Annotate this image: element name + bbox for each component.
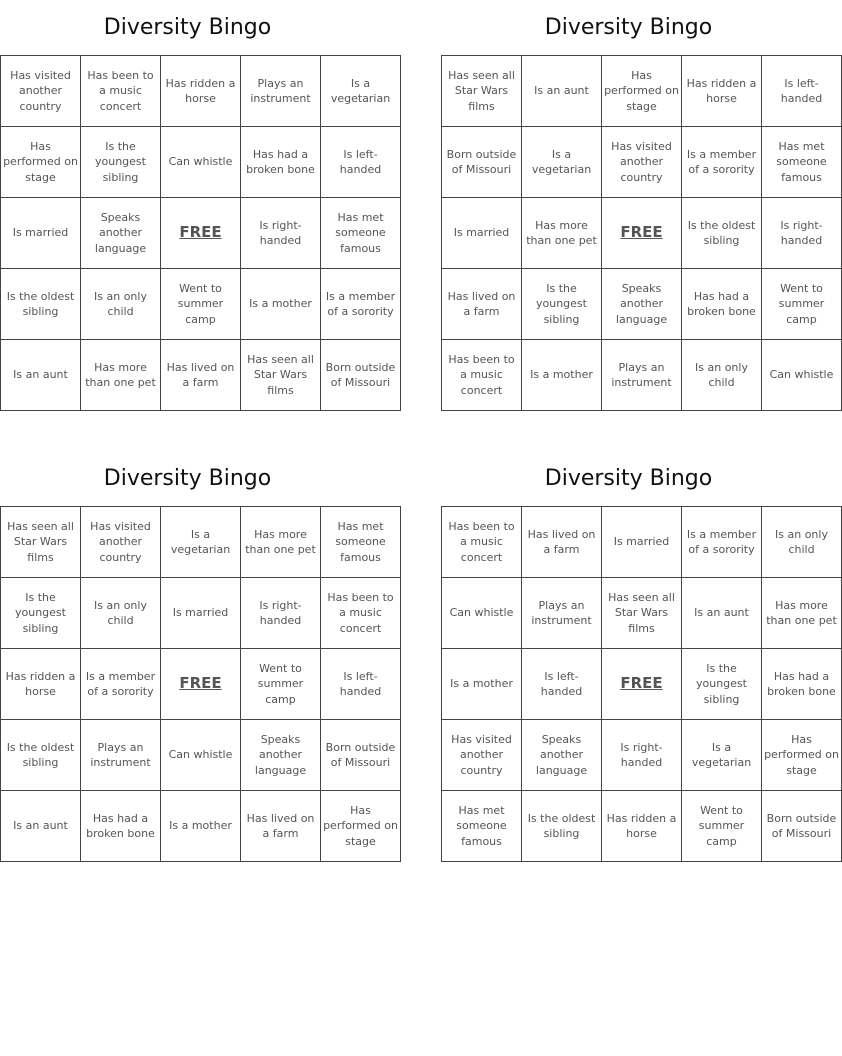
grid-cell: Has had a broken bone [241,127,321,198]
grid-row [442,127,842,198]
grid-row [1,340,401,411]
grid-cell: Has visited another country [442,720,522,791]
grid-row [1,198,401,269]
grid-cell: Has performed on stage [321,791,401,862]
bingo-card-2 [441,0,834,411]
grid-row [1,507,401,578]
grid-cell: Is married [602,507,682,578]
grid-cell: Plays an instrument [602,340,682,411]
grid-row [442,507,842,578]
grid-cell: Speaks another language [522,720,602,791]
grid-cell: Is married [161,578,241,649]
grid-cell: Went to summer camp [241,649,321,720]
grid-cell: Is right-handed [762,198,842,269]
grid-cell: Has lived on a farm [522,507,602,578]
grid-cell: Is an aunt [682,578,762,649]
grid-cell: Plays an instrument [522,578,602,649]
grid-cell: Is left-handed [321,649,401,720]
grid-cell: Has more than one pet [81,340,161,411]
grid-cell: Is an only child [682,340,762,411]
grid-cell: Is the youngest sibling [522,269,602,340]
grid-row [442,56,842,127]
grid-cell: Has met someone famous [762,127,842,198]
grid-cell: Has seen all Star Wars films [602,578,682,649]
grid-cell: Went to summer camp [161,269,241,340]
grid-cell: Is the oldest sibling [1,269,81,340]
grid-cell: Has visited another country [81,507,161,578]
card-title: Diversity Bingo [103,466,272,491]
grid-row [1,791,401,862]
grid-cell: Is right-handed [241,578,321,649]
grid-cell: Is the oldest sibling [1,720,81,791]
grid-cell: Born outside of Missouri [762,791,842,862]
grid-cell: Has had a broken bone [81,791,161,862]
grid-cell: Plays an instrument [241,56,321,127]
grid-row [442,269,842,340]
grid-cell: Is right-handed [241,198,321,269]
grid-cell: Born outside of Missouri [321,340,401,411]
grid-row [1,720,401,791]
bingo-grid [441,506,842,862]
grid-row [1,56,401,127]
grid-cell: Is an aunt [1,791,81,862]
grid-cell: Is the youngest sibling [1,578,81,649]
grid-cell: Has been to a music concert [81,56,161,127]
grid-cell: Is left-handed [522,649,602,720]
grid-cell: Is the oldest sibling [682,198,762,269]
grid-cell: Is married [442,198,522,269]
grid-cell: Born outside of Missouri [321,720,401,791]
grid-row [442,340,842,411]
grid-cell: Has met someone famous [442,791,522,862]
grid-cell: Has seen all Star Wars films [241,340,321,411]
grid-row [1,127,401,198]
grid-cell: Has been to a music concert [442,507,522,578]
bingo-card-4 [441,451,839,862]
grid-cell: Is married [1,198,81,269]
grid-cell: Has performed on stage [602,56,682,127]
free-space: FREE [161,198,241,269]
grid-cell: Has lived on a farm [161,340,241,411]
card-title: Diversity Bingo [544,466,713,491]
grid-cell: Has had a broken bone [682,269,762,340]
grid-cell: Is the oldest sibling [522,791,602,862]
grid-cell: Has more than one pet [522,198,602,269]
grid-cell: Has met someone famous [321,507,401,578]
card-title: Diversity Bingo [544,15,713,40]
grid-cell: Has ridden a horse [682,56,762,127]
grid-cell: Born outside of Missouri [442,127,522,198]
grid-cell: Has had a broken bone [762,649,842,720]
grid-cell: Is an aunt [522,56,602,127]
free-space: FREE [602,649,682,720]
grid-cell: Has seen all Star Wars films [1,507,81,578]
grid-cell: Is a member of a sorority [81,649,161,720]
grid-cell: Is left-handed [321,127,401,198]
grid-cell: Is right-handed [602,720,682,791]
grid-cell: Is a member of a sorority [682,127,762,198]
grid-cell: Is an aunt [1,340,81,411]
grid-row [442,791,842,862]
bingo-grid [441,55,842,411]
grid-row [1,578,401,649]
grid-cell: Is a vegetarian [682,720,762,791]
grid-cell: Is the youngest sibling [81,127,161,198]
grid-cell: Speaks another language [602,269,682,340]
free-space: FREE [161,649,241,720]
grid-cell: Has ridden a horse [602,791,682,862]
grid-cell: Is a mother [241,269,321,340]
grid-cell: Has lived on a farm [241,791,321,862]
grid-cell: Is an only child [762,507,842,578]
grid-cell: Has been to a music concert [442,340,522,411]
grid-cell: Went to summer camp [682,791,762,862]
bingo-grid [0,55,401,411]
grid-cell: Can whistle [762,340,842,411]
grid-row [1,269,401,340]
grid-row [442,198,842,269]
bingo-grid [0,506,401,862]
grid-cell: Is a mother [161,791,241,862]
grid-cell: Is an only child [81,578,161,649]
grid-cell: Has been to a music concert [321,578,401,649]
grid-cell: Can whistle [161,720,241,791]
grid-cell: Is left-handed [762,56,842,127]
grid-cell: Speaks another language [81,198,161,269]
grid-cell: Is a mother [442,649,522,720]
grid-cell: Has ridden a horse [1,649,81,720]
grid-cell: Has met someone famous [321,198,401,269]
grid-cell: Can whistle [442,578,522,649]
grid-cell: Has visited another country [1,56,81,127]
grid-cell: Is a member of a sorority [321,269,401,340]
bingo-card-1 [0,0,396,411]
grid-cell: Has performed on stage [762,720,842,791]
grid-cell: Went to summer camp [762,269,842,340]
bingo-card-3 [0,451,398,862]
grid-cell: Has more than one pet [762,578,842,649]
grid-row [442,649,842,720]
grid-cell: Is a vegetarian [522,127,602,198]
grid-cell: Plays an instrument [81,720,161,791]
grid-cell: Can whistle [161,127,241,198]
grid-cell: Is an only child [81,269,161,340]
grid-cell: Is the youngest sibling [682,649,762,720]
grid-row [1,649,401,720]
grid-cell: Has visited another country [602,127,682,198]
grid-cell: Is a vegetarian [161,507,241,578]
grid-cell: Is a member of a sorority [682,507,762,578]
grid-cell: Has more than one pet [241,507,321,578]
card-title: Diversity Bingo [103,15,272,40]
grid-row [442,720,842,791]
grid-cell: Speaks another language [241,720,321,791]
grid-cell: Has ridden a horse [161,56,241,127]
grid-cell: Has performed on stage [1,127,81,198]
grid-cell: Has seen all Star Wars films [442,56,522,127]
grid-row [442,578,842,649]
free-space: FREE [602,198,682,269]
grid-cell: Is a mother [522,340,602,411]
grid-cell: Has lived on a farm [442,269,522,340]
grid-cell: Is a vegetarian [321,56,401,127]
